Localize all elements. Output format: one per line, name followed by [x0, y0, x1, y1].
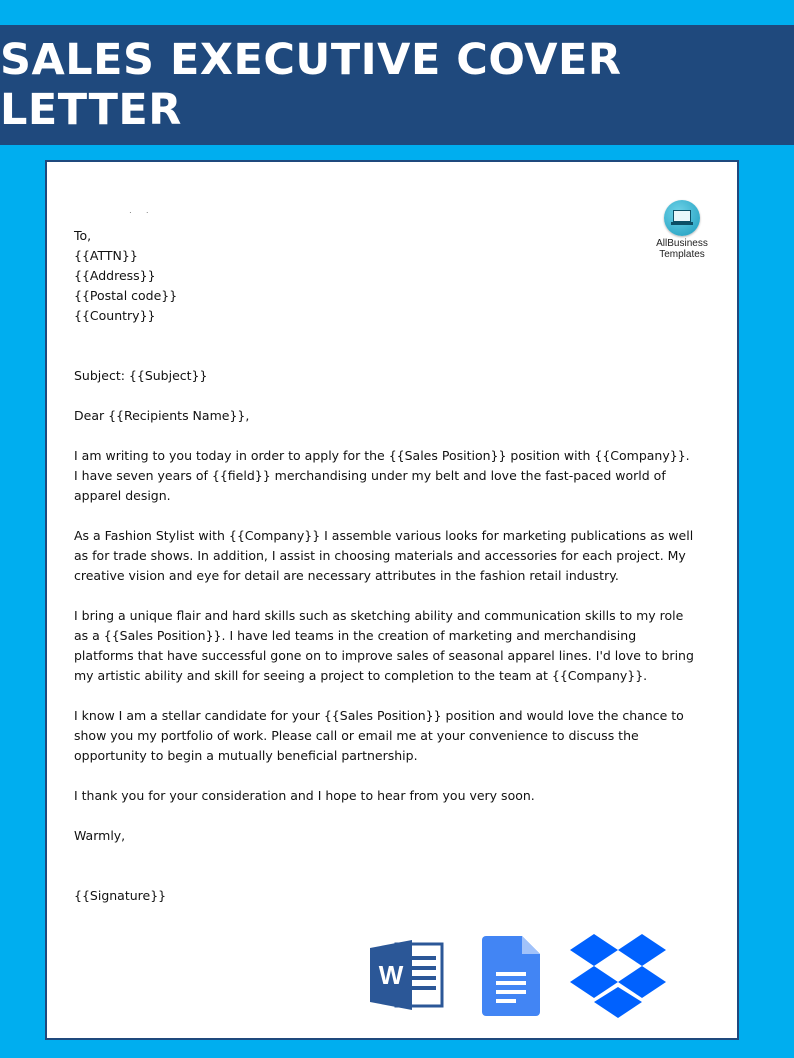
address-line: {{ATTN}}: [74, 248, 138, 263]
paragraph: I know I am a stellar candidate for your {{Sales Position}} position and would love the chance to show you my portfolio of work. Please call or email me at your convenience to discuss the opportunity to begin a mutually beneficial partnership.: [74, 708, 684, 763]
google-docs-icon[interactable]: [482, 936, 542, 1016]
header-banner: [0, 25, 794, 145]
subject-line: Subject: {{Subject}}: [74, 368, 208, 383]
word-icon[interactable]: [370, 940, 444, 1010]
paragraph: As a Fashion Stylist with {{Company}} I assemble various looks for marketing publications as well as for trade shows. In addition, I assist in choosing materials and accessories for each project. My creative vision and eye for detail are necessary attributes in the fashion retail industry.: [74, 528, 694, 583]
closing: Warmly,: [74, 828, 126, 843]
letter-page: [45, 160, 739, 1040]
paragraph: I am writing to you today in order to apply for the {{Sales Position}} position with {{Company}}. I have seven years of {{field}} merchandising under my belt and love the fast-paced world of apparel design.: [74, 448, 690, 503]
signature: {{Signature}}: [74, 888, 167, 903]
download-format-icons: [370, 932, 670, 1022]
logo-line-1: AllBusiness: [656, 238, 708, 249]
faint-mark: · ·: [129, 208, 155, 217]
logo-line-2: Templates: [659, 249, 705, 260]
letter-body: [74, 226, 694, 906]
address-line: {{Address}}: [74, 268, 156, 283]
address-line: {{Postal code}}: [74, 288, 178, 303]
address-line: To,: [74, 228, 92, 243]
recipient-address: [74, 226, 694, 326]
dropbox-icon[interactable]: [570, 932, 666, 1022]
paragraph: I bring a unique flair and hard skills such as sketching ability and communication skills to my role as a {{Sales Position}}. I have led teams in the creation of marketing and merchandising platforms that have successful gone on to improve sales of seasonal apparel lines. I'd love to bring my artistic ability and skill for seeing a project to completion to the team at {{Company}}.: [74, 608, 694, 683]
page-title: SALES EXECUTIVE COVER LETTER: [0, 35, 622, 135]
salutation: Dear {{Recipients Name}},: [74, 408, 250, 423]
paragraph: I thank you for your consideration and I hope to hear from you very soon.: [74, 788, 535, 803]
svg-text:W: W: [378, 960, 404, 990]
address-line: {{Country}}: [74, 308, 156, 323]
